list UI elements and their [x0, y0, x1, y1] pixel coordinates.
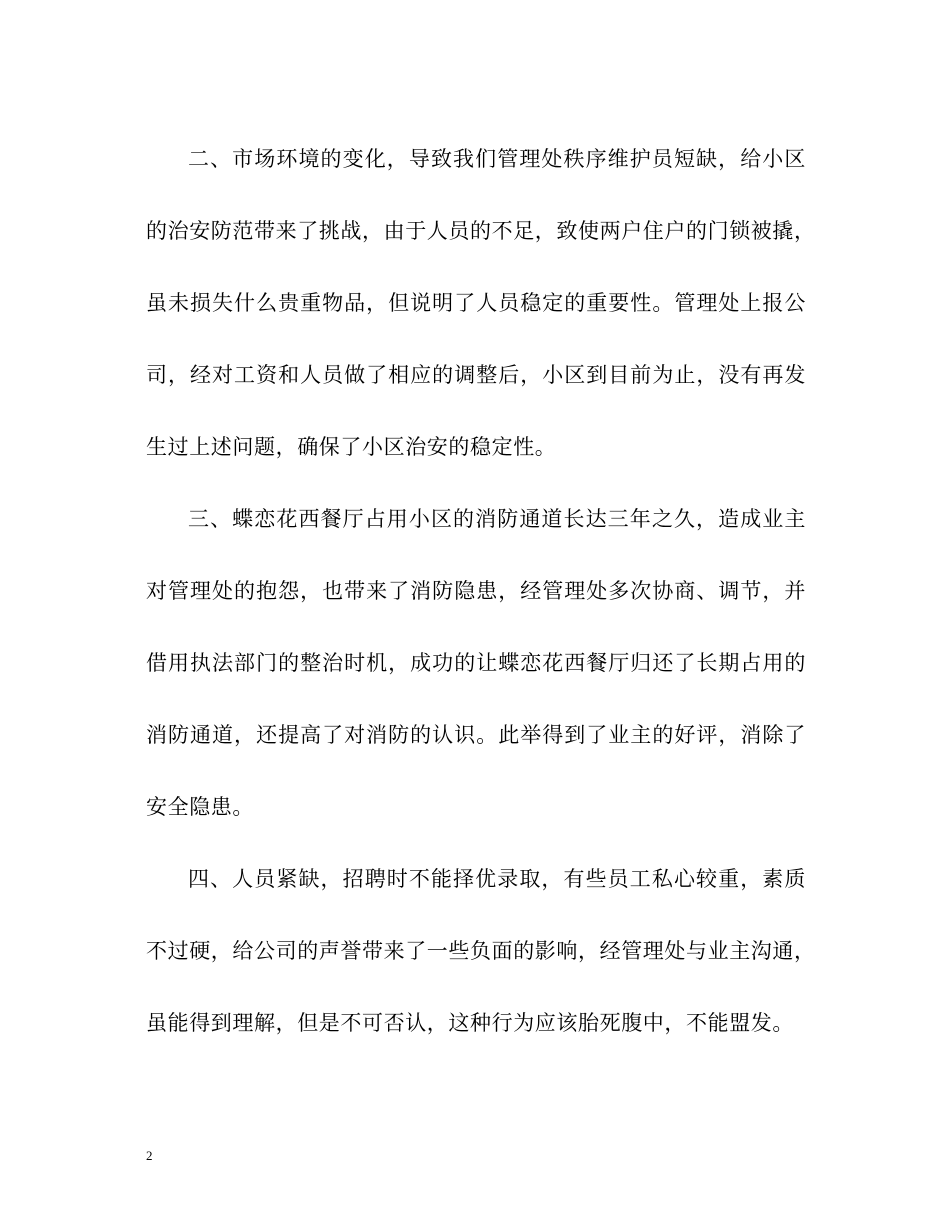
paragraph-3-line-1: 三、蝶恋花西餐厅占用小区的消防通道长达三年之久，造成业主 — [188, 507, 806, 531]
paragraph-2-line-3: 虽未损失什么贵重物品，但说明了人员稳定的重要性。管理处上报公 — [146, 291, 806, 315]
paragraph-2-line-1: 二、市场环境的变化，导致我们管理处秩序维护员短缺，给小区 — [188, 147, 806, 171]
paragraph-4-line-3: 虽能得到理解，但是不可否认，这种行为应该胎死腹中，不能盟发。 — [146, 1011, 794, 1035]
paragraph-3-line-2: 对管理处的抱怨，也带来了消防隐患，经管理处多次协商、调节，并 — [146, 579, 806, 603]
paragraph-4-line-1: 四、人员紧缺，招聘时不能择优录取，有些员工私心较重，素质 — [188, 867, 806, 891]
paragraph-3-line-3: 借用执法部门的整治时机，成功的让蝶恋花西餐厅归还了长期占用的 — [146, 651, 806, 675]
page-number: 2 — [146, 1148, 153, 1163]
paragraph-2-line-2: 的治安防范带来了挑战，由于人员的不足，致使两户住户的门锁被撬， — [146, 219, 816, 243]
paragraph-3-line-5: 安全隐患。 — [146, 795, 254, 819]
paragraph-2-line-4: 司，经对工资和人员做了相应的调整后，小区到目前为止，没有再发 — [146, 363, 806, 387]
paragraph-3-line-4: 消防通道，还提高了对消防的认识。此举得到了业主的好评，消除了 — [146, 723, 806, 747]
paragraph-4-line-2: 不过硬，给公司的声誉带来了一些负面的影响，经管理处与业主沟通， — [146, 939, 816, 963]
paragraph-2-line-5: 生过上述问题，确保了小区治安的稳定性。 — [146, 435, 557, 459]
